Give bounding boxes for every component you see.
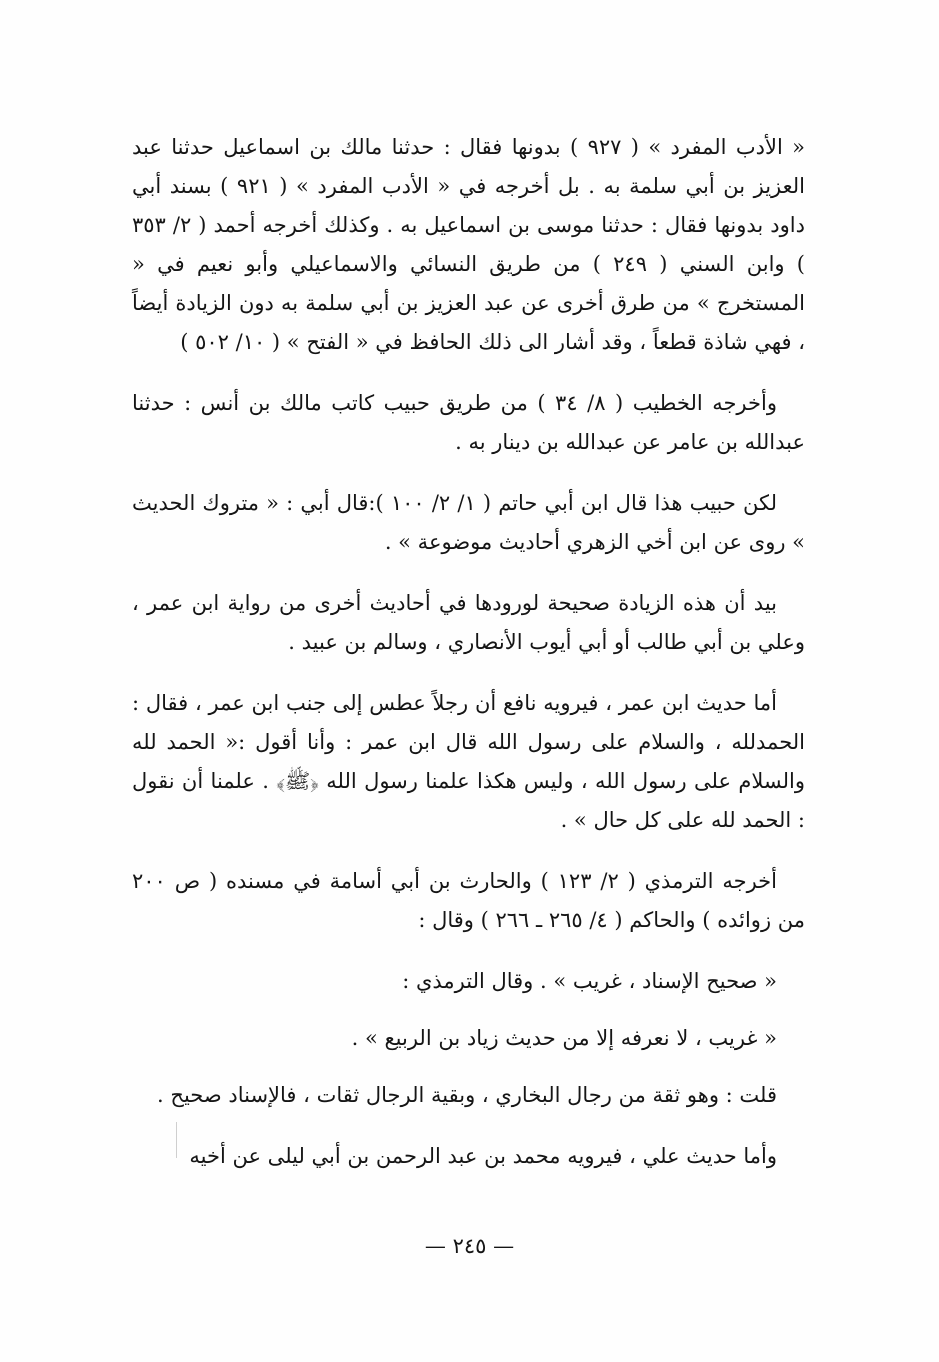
paragraph-8: وأما حديث علي ، فيرويه محمد بن عبد الرحمن بن أبي ليلى عن أخيه [189, 1144, 777, 1168]
paragraph-3: لكن حبيب هذا قال ابن أبي حاتم ( ١/ ٢/ ١٠٠ ):قال أبي : « متروك الحديث » روى عن ابن أخي الزهري أحاديث موضوعة » . [132, 491, 805, 554]
page-number: — ٢٤٥ — [424, 1234, 515, 1258]
paragraph-4: بيد أن هذه الزيادة صحيحة لورودها في أحاديث أخرى من رواية ابن عمر ، وعلي بن أبي طالب أو أبي أيوب الأنصاري ، وسالم بن عبيد . [132, 591, 805, 654]
quote-1: « صحيح الإسناد ، غريب » . وقال الترمذي : [402, 969, 777, 993]
paragraph-5: أما حديث ابن عمر ، فيرويه نافع أن رجلاً عطس إلى جنب ابن عمر ، فقال : الحمدلله ، والسلام على رسول الله قال ابن عمر : وأنا أقول :« الحمد لله والسلام على رسول الله ، وليس هكذا علمنا رسول الله ﴿ﷺ﴾ . علمنا أن نقول : الحمد لله على كل حال » . [132, 691, 805, 832]
paragraph-6: أخرجه الترمذي ( ٢/ ١٢٣ ) والحارث بن أبي أسامة في مسنده ( ص ٢٠٠ من زوائده ) والحاكم ( ٤/ ٢٦٥ ـ ٢٦٦ ) وقال : [132, 869, 805, 932]
paragraph-7: قلت : وهو ثقة من رجال البخاري ، وبقية الرجال ثقات ، فالإسناد صحيح . [157, 1083, 777, 1107]
body-text [132, 128, 805, 1198]
margin-mark [176, 1122, 177, 1158]
quote-2: « غريب ، لا نعرفه إلا من حديث زياد بن الربيع » . [351, 1026, 777, 1050]
paragraph-2: وأخرجه الخطيب ( ٨/ ٣٤ ) من طريق حبيب كاتب مالك بن أنس : حدثنا عبدالله بن عامر عن عبدالله بن دينار به . [132, 391, 805, 454]
paragraph-1: « الأدب المفرد » ( ٩٢٧ ) بدونها فقال : حدثنا مالك بن اسماعيل حدثنا عبد العزيز بن أبي سلمة به . بل أخرجه في « الأدب المفرد » ( ٩٢١ ) بسند أبي داود بدونها فقال : حدثنا موسى بن اسماعيل به . وكذلك أخرجه أحمد ( ٢/ ٣٥٣ ) وابن السني ( ٢٤٩ ) من طريق النسائي والاسماعيلي وأبو نعيم في « المستخرج » من طرق أخرى عن عبد العزيز بن أبي سلمة به دون الزيادة أيضاً ، فهي شاذة قطعاً ، وقد أشار الى ذلك الحافظ في « الفتح » ( ١٠/ ٥٠٢ ) [132, 135, 806, 354]
